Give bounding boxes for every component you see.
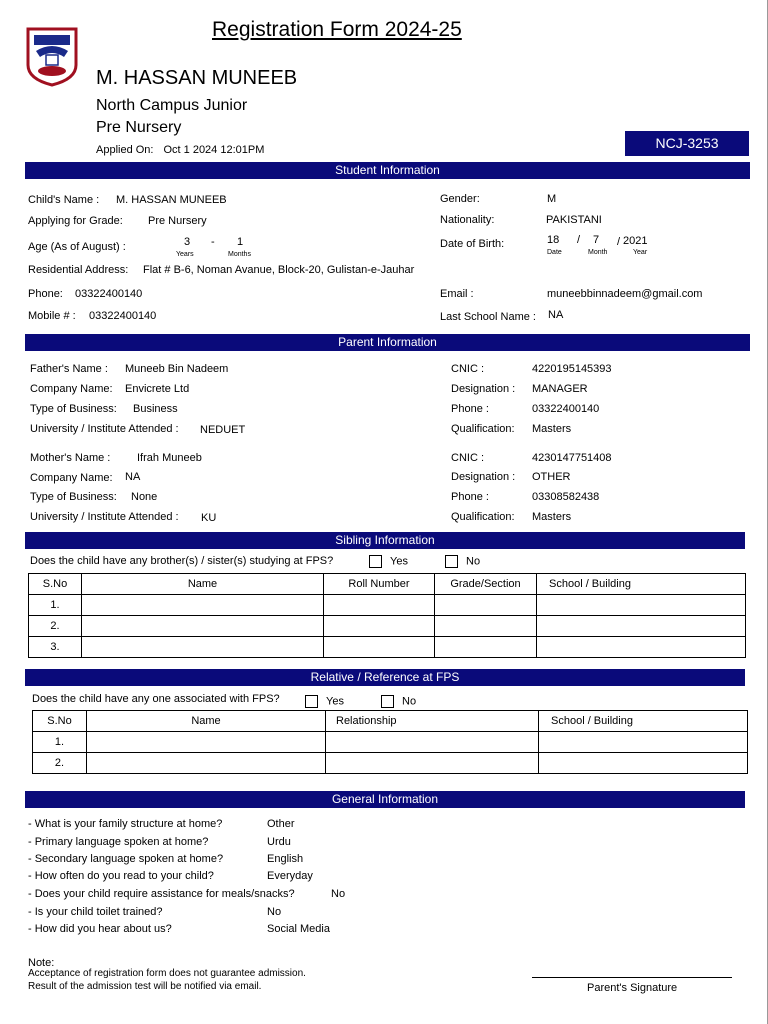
sibling-col-school: School / Building	[537, 574, 746, 595]
table-row	[29, 616, 746, 637]
general-question: - Does your child require assistance for meals/snacks?	[28, 888, 295, 900]
sibling-row-sno: 1.	[29, 595, 82, 616]
sibling-name-cell[interactable]	[82, 616, 324, 637]
father-cnic-label: CNIC :	[451, 363, 484, 375]
sibling-no-label: No	[466, 555, 481, 568]
campus-name: North Campus Junior	[96, 97, 248, 114]
general-question: - How did you hear about us?	[28, 923, 172, 935]
relative-row-sno: 2.	[33, 753, 87, 774]
table-row	[33, 732, 748, 753]
sibling-name-cell[interactable]	[82, 595, 324, 616]
applied-on	[96, 144, 264, 156]
relative-col-school: School / Building	[539, 711, 748, 732]
parent-information-bar: Parent Information	[25, 334, 750, 351]
date-caption: Date	[547, 249, 562, 256]
note-line-2: Result of the admission test will be notified via email.	[28, 981, 262, 992]
last-school-value: NA	[548, 309, 564, 321]
relative-no-checkbox[interactable]	[381, 695, 394, 708]
sibling-school-cell[interactable]	[537, 595, 746, 616]
relative-col-sno: S.No	[33, 711, 87, 732]
mother-business-value: None	[131, 491, 158, 503]
mother-designation-label: Designation :	[451, 471, 516, 483]
mother-company-label: Company Name:	[30, 472, 113, 484]
applied-on-value: Oct 1 2024 12:01PM	[163, 144, 265, 156]
address-value: Flat # B-6, Noman Avanue, Block-20, Gulistan-e-Jauhar	[143, 264, 415, 276]
sibling-row-sno: 3.	[29, 637, 82, 658]
mother-university-label: University / Institute Attended :	[30, 511, 179, 523]
mother-cnic-value: 4230147751408	[532, 452, 612, 464]
sibling-col-sno: S.No	[29, 574, 82, 595]
father-business-value: Business	[133, 403, 178, 415]
mobile-label: Mobile # :	[28, 310, 76, 322]
note-label: Note:	[28, 957, 55, 969]
gender-label: Gender:	[440, 193, 480, 205]
mother-name-label: Mother's Name :	[30, 452, 111, 464]
father-company-label: Company Name:	[30, 383, 113, 395]
age-label: Age (As of August) :	[28, 241, 126, 253]
gender-value: M	[547, 193, 557, 205]
father-university-value: NEDUET	[200, 424, 246, 436]
sibling-grade-cell[interactable]	[435, 616, 537, 637]
sibling-yes-checkbox[interactable]	[369, 555, 382, 568]
general-information-bar: General Information	[25, 791, 745, 808]
sibling-col-grade: Grade/Section	[435, 574, 537, 595]
sibling-col-roll: Roll Number	[324, 574, 435, 595]
applying-grade-value: Pre Nursery	[148, 215, 207, 227]
general-question: - Secondary language spoken at home?	[28, 853, 224, 865]
mother-qualification-value: Masters	[532, 511, 572, 523]
applying-grade-label: Applying for Grade:	[28, 215, 123, 227]
relative-relationship-cell[interactable]	[326, 732, 539, 753]
mother-phone-value: 03308582438	[532, 491, 600, 503]
year-caption: Year	[633, 249, 648, 256]
sibling-grade-cell[interactable]	[435, 595, 537, 616]
mother-phone-label: Phone :	[451, 491, 489, 503]
father-university-label: University / Institute Attended :	[30, 423, 179, 435]
father-designation-label: Designation :	[451, 383, 516, 395]
dob-day: 18	[547, 234, 560, 246]
general-answer: Social Media	[267, 923, 330, 935]
sibling-roll-cell[interactable]	[324, 616, 435, 637]
relative-question: Does the child have any one associated with FPS?	[32, 693, 280, 705]
general-answer: English	[267, 853, 304, 865]
phone-value: 03322400140	[75, 288, 143, 300]
nationality-value: PAKISTANI	[546, 214, 602, 226]
general-question: - Is your child toilet trained?	[28, 906, 163, 918]
child-name-label: Child's Name :	[28, 194, 100, 206]
mother-university-value: KU	[201, 512, 217, 524]
email-value: muneebbinnadeem@gmail.com	[547, 288, 703, 300]
form-title: Registration Form 2024-25	[212, 18, 462, 41]
dob-sep-1: /	[577, 234, 581, 246]
sibling-table-header	[29, 574, 746, 595]
general-answer: Everyday	[267, 870, 313, 882]
father-qualification-value: Masters	[532, 423, 572, 435]
general-question: - Primary language spoken at home?	[28, 836, 209, 848]
sibling-no-option[interactable]	[445, 555, 480, 568]
parent-signature-label: Parent's Signature	[587, 982, 678, 994]
age-months-value: 1	[237, 236, 244, 248]
father-phone-value: 03322400140	[532, 403, 600, 415]
father-business-label: Type of Business:	[30, 403, 117, 415]
month-caption: Month	[588, 249, 608, 256]
sibling-row-sno: 2.	[29, 616, 82, 637]
relative-school-cell[interactable]	[539, 753, 748, 774]
nationality-label: Nationality:	[440, 214, 495, 226]
sibling-no-checkbox[interactable]	[445, 555, 458, 568]
relative-name-cell[interactable]	[87, 753, 326, 774]
applied-on-label: Applied On:	[96, 144, 154, 156]
relative-name-cell[interactable]	[87, 732, 326, 753]
general-answer: Other	[267, 818, 295, 830]
dob-month: 7	[593, 234, 600, 246]
general-answer: No	[331, 888, 346, 900]
school-logo-icon	[26, 27, 78, 87]
address-label: Residential Address:	[28, 264, 129, 276]
father-phone-label: Phone :	[451, 403, 489, 415]
father-company-value: Envicrete Ltd	[125, 383, 190, 395]
father-qualification-label: Qualification:	[451, 423, 515, 435]
sibling-col-name: Name	[82, 574, 324, 595]
age-years-value: 3	[184, 236, 191, 248]
sibling-grade-cell[interactable]	[435, 637, 537, 658]
relative-col-name: Name	[87, 711, 326, 732]
father-name-label: Father's Name :	[30, 363, 108, 375]
sibling-table	[28, 573, 746, 658]
sibling-question: Does the child have any brother(s) / sister(s) studying at FPS?	[30, 555, 334, 567]
student-information-bar: Student Information	[25, 162, 750, 179]
sibling-information-bar: Sibling Information	[25, 532, 745, 549]
relative-yes-checkbox[interactable]	[305, 695, 318, 708]
general-answer: Urdu	[267, 836, 291, 848]
dob-label: Date of Birth:	[440, 238, 505, 250]
relative-row-sno: 1.	[33, 732, 87, 753]
student-name-heading: M. HASSAN MUNEEB	[96, 67, 298, 89]
relative-col-relationship: Relationship	[326, 711, 539, 732]
months-caption: Months	[228, 251, 251, 258]
relative-school-cell[interactable]	[539, 732, 748, 753]
father-designation-value: MANAGER	[532, 383, 588, 395]
last-school-label: Last School Name :	[440, 311, 536, 323]
relative-yes-option[interactable]	[305, 695, 344, 708]
father-cnic-value: 4220195145393	[532, 363, 612, 375]
age-dash: -	[211, 236, 215, 248]
sibling-name-cell[interactable]	[82, 637, 324, 658]
mother-business-label: Type of Business:	[30, 491, 117, 503]
child-name-value: M. HASSAN MUNEEB	[116, 194, 227, 206]
relative-relationship-cell[interactable]	[326, 753, 539, 774]
dob-sep-2: /	[617, 236, 621, 248]
general-question: - How often do you read to your child?	[28, 870, 214, 882]
dob-year: 2021	[623, 235, 648, 247]
father-name-value: Muneeb Bin Nadeem	[125, 363, 229, 375]
signature-line	[532, 977, 732, 978]
note-line-1: Acceptance of registration form does not guarantee admission.	[28, 968, 306, 979]
sibling-roll-cell[interactable]	[324, 595, 435, 616]
phone-label: Phone:	[28, 288, 63, 300]
mother-cnic-label: CNIC :	[451, 452, 484, 464]
mother-name-value: Ifrah Muneeb	[137, 452, 202, 464]
grade-name: Pre Nursery	[96, 119, 182, 136]
registration-number-badge: NCJ-3253	[625, 131, 749, 156]
mobile-value: 03322400140	[89, 310, 157, 322]
email-label: Email :	[440, 288, 474, 300]
mother-designation-value: OTHER	[532, 471, 571, 483]
relative-no-option[interactable]	[381, 695, 416, 708]
sibling-school-cell[interactable]	[537, 637, 746, 658]
general-question: - What is your family structure at home?	[28, 818, 223, 830]
table-row	[29, 637, 746, 658]
general-answer: No	[267, 906, 282, 918]
sibling-school-cell[interactable]	[537, 616, 746, 637]
sibling-yes-option[interactable]	[369, 555, 408, 568]
years-caption: Years	[176, 251, 194, 258]
relative-reference-bar: Relative / Reference at FPS	[25, 669, 745, 686]
sibling-yes-label: Yes	[390, 555, 408, 568]
table-row	[29, 595, 746, 616]
relative-table	[32, 710, 748, 774]
relative-yes-label: Yes	[326, 695, 344, 708]
mother-company-value: NA	[125, 471, 141, 483]
table-row	[33, 753, 748, 774]
sibling-roll-cell[interactable]	[324, 637, 435, 658]
relative-table-header	[33, 711, 748, 732]
mother-qualification-label: Qualification:	[451, 511, 515, 523]
relative-no-label: No	[402, 695, 417, 708]
